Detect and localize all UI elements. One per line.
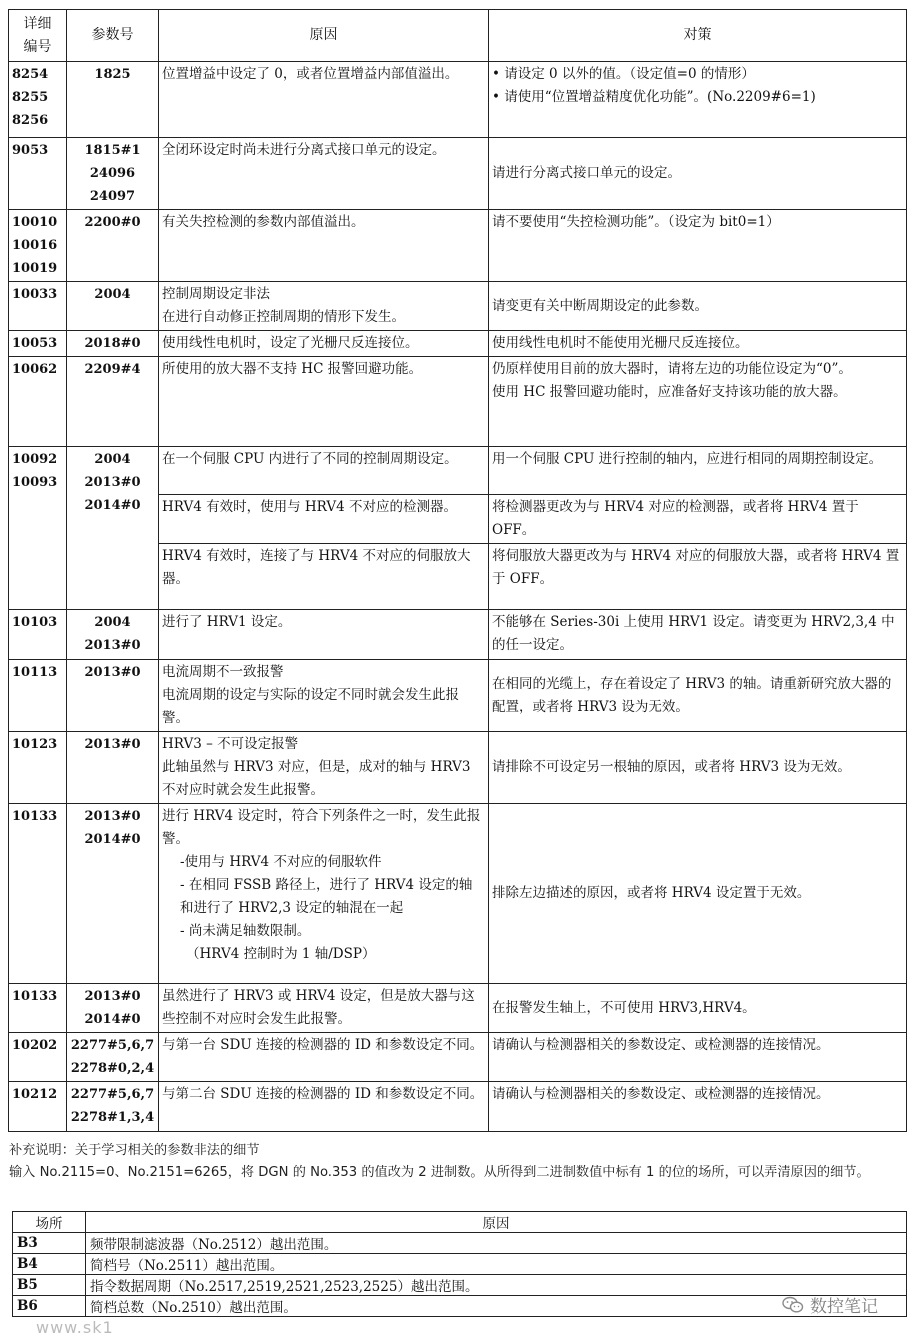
param-number-cell: [67, 804, 159, 984]
detail-code: 10010: [12, 215, 58, 230]
countermeasure-text: 用一个伺服 CPU 进行控制的轴内，应进行相同的周期控制设定。: [492, 451, 883, 467]
detail-code: 8254: [12, 67, 49, 82]
detail-code: 10053: [12, 336, 58, 351]
param-number-cell: [67, 138, 159, 210]
detail-code: 10113: [12, 665, 58, 680]
table-row: [9, 610, 907, 660]
countermeasure-cell: [489, 495, 907, 544]
reason-text: 控制周期设定非法: [162, 286, 270, 302]
reason-cell: [159, 357, 489, 447]
location-row: [13, 1233, 907, 1254]
param-number: 2013#0: [84, 638, 141, 653]
countermeasure-cell: [489, 984, 907, 1033]
detail-code-cell: [9, 1082, 67, 1132]
site-watermark: www.sk1: [36, 1318, 114, 1337]
reason-cell: [159, 544, 489, 610]
param-number: 1815#1: [84, 143, 141, 158]
param-number: 2004: [94, 452, 131, 467]
reason-cell: [159, 210, 489, 282]
reason-text: 全闭环设定时尚未进行分离式接口单元的设定。: [162, 142, 446, 158]
reason-cell: [159, 1082, 489, 1132]
countermeasure-text: 请不要使用“失控检测功能”。（设定为 bit0=1）: [492, 214, 780, 230]
param-number: 2013#0: [84, 809, 141, 824]
param-number: 2278#1,3,4: [70, 1110, 155, 1125]
reason-cell: [159, 331, 489, 357]
param-number: 2014#0: [84, 832, 141, 847]
location-code: B5: [13, 1275, 86, 1296]
param-number: 2209#4: [84, 362, 141, 377]
detail-code: 10092: [12, 452, 58, 467]
detail-code: 10062: [12, 362, 58, 377]
countermeasure-cell: [489, 610, 907, 660]
reason-text: HRV3 – 不可设定报警: [162, 736, 299, 752]
param-number-cell: [67, 447, 159, 610]
countermeasure-cell: [489, 357, 907, 447]
param-number: 2013#0: [84, 989, 141, 1004]
param-number-cell: [67, 732, 159, 804]
reason-cell: [159, 447, 489, 495]
reason-cell: [159, 984, 489, 1033]
param-number-cell: [67, 357, 159, 447]
param-number-cell: [67, 62, 159, 138]
supplement-note-body: 输入 No.2115=0、No.2151=6265，将 DGN 的 No.353 的值改为 2 进制数。从所得到二进制数值中标有 1 的位的场所，可以弄清原因的细节。: [9, 1165, 870, 1180]
location-reason: 频带限制滤波器（No.2512）越出范围。: [86, 1233, 907, 1254]
countermeasure-cell: [489, 544, 907, 610]
countermeasure-text: 在报警发生轴上，不可使用 HRV3,HRV4。: [492, 999, 756, 1016]
reason-cell: [159, 732, 489, 804]
reason-cell: [159, 660, 489, 732]
location-reason: 简档号（No.2511）越出范围。: [86, 1254, 907, 1275]
header-param-number: 参数号: [67, 10, 159, 62]
table-row: [9, 660, 907, 732]
countermeasure-cell: [489, 660, 907, 732]
reason-text: 在进行自动修正控制周期的情形下发生。: [162, 309, 405, 325]
detail-code: 10016: [12, 238, 58, 253]
reason-cell: [159, 610, 489, 660]
reason-text: HRV4 有效时，连接了与 HRV4 不对应的伺服放大器。: [162, 548, 471, 587]
reason-cell: [159, 138, 489, 210]
table-row: [9, 331, 907, 357]
location-row: [13, 1254, 907, 1275]
wechat-icon: [782, 1296, 804, 1314]
param-number-cell: [67, 660, 159, 732]
detail-code-cell: [9, 138, 67, 210]
countermeasure-text: 请进行分离式接口单元的设定。: [492, 165, 681, 181]
location-code: B4: [13, 1254, 86, 1275]
countermeasure-cell: [489, 732, 907, 804]
reason-text: 进行了 HRV1 设定。: [162, 614, 292, 630]
param-number-cell: [67, 984, 159, 1033]
detail-code: 10033: [12, 287, 58, 302]
countermeasure-text: 不能够在 Series-30i 上使用 HRV1 设定。请变更为 HRV2,3,4 中的任一设定。: [492, 614, 895, 653]
reason-text: （HRV4 控制时为 1 轴/DSP）: [186, 946, 376, 962]
reason-text: 所使用的放大器不支持 HC 报警回避功能。: [162, 361, 423, 377]
countermeasure-cell: [489, 331, 907, 357]
table-row: [9, 357, 907, 447]
watermark-text: 数控笔记: [810, 1297, 878, 1317]
reason-text: 与第一台 SDU 连接的检测器的 ID 和参数设定不同。: [162, 1037, 484, 1053]
supplement-note-title: 补充说明：关于学习相关的参数非法的细节: [9, 1143, 260, 1158]
reason-text: 进行 HRV4 设定时，符合下列条件之一时，发生此报警。: [162, 808, 481, 847]
param-number: 1825: [94, 67, 131, 82]
param-number: 2277#5,6,7: [70, 1087, 155, 1102]
param-number: 24096: [89, 166, 136, 181]
reason-cell: [159, 282, 489, 331]
countermeasure-cell: [489, 282, 907, 331]
detail-code-cell: [9, 447, 67, 610]
detail-code-cell: [9, 984, 67, 1033]
detail-code-cell: [9, 62, 67, 138]
param-number-cell: [67, 610, 159, 660]
detail-code: 10123: [12, 737, 58, 752]
header-countermeasure: 对策: [489, 10, 907, 62]
alarm-detail-table: [8, 9, 907, 1132]
countermeasure-text: 请确认与检测器相关的参数设定、或检测器的连接情况。: [492, 1086, 830, 1102]
countermeasure-text: • 请设定 0 以外的值。（设定值=0 的情形）: [492, 66, 755, 82]
detail-code-cell: [9, 660, 67, 732]
table-header-row: [9, 10, 907, 62]
param-number: 2004: [94, 287, 131, 302]
reason-text: 此轴虽然与 HRV3 对应，但是，成对的轴与 HRV3 不对应时就会发生此报警。: [162, 759, 471, 798]
param-number-cell: [67, 1033, 159, 1082]
param-number-cell: [67, 282, 159, 331]
header-location-reason: 原因: [86, 1212, 907, 1233]
param-number: 2277#5,6,7: [70, 1038, 155, 1053]
param-number: 2013#0: [84, 475, 141, 490]
detail-code: 8255: [12, 90, 49, 105]
detail-code: 10133: [12, 809, 58, 824]
reason-text: 电流周期不一致报警: [162, 664, 284, 680]
detail-code: 10202: [12, 1038, 58, 1053]
reason-text: HRV4 有效时，使用与 HRV4 不对应的检测器。: [162, 499, 457, 515]
reason-text: 位置增益中设定了 0，或者位置增益内部值溢出。: [162, 66, 459, 82]
countermeasure-text: • 请使用“位置增益精度优化功能”。(No.2209#6=1): [492, 89, 816, 105]
reason-cell: [159, 495, 489, 544]
detail-code: 8256: [12, 113, 49, 128]
detail-code: 10019: [12, 261, 58, 276]
param-number-cell: [67, 1082, 159, 1132]
countermeasure-text: 将检测器更改为与 HRV4 对应的检测器，或者将 HRV4 置于 OFF。: [492, 499, 859, 538]
param-number: 2278#0,2,4: [70, 1061, 155, 1076]
reason-cell: [159, 804, 489, 984]
param-number: 2013#0: [84, 665, 141, 680]
countermeasure-cell: [489, 210, 907, 282]
detail-code: 10093: [12, 475, 58, 490]
reason-cell: [159, 1033, 489, 1082]
table-row: [9, 1082, 907, 1132]
detail-code: 10133: [12, 989, 58, 1004]
table-row: [9, 210, 907, 282]
detail-code: 9053: [12, 143, 49, 158]
reason-cell: [159, 62, 489, 138]
param-number: 2018#0: [84, 336, 141, 351]
reason-text: 与第二台 SDU 连接的检测器的 ID 和参数设定不同。: [162, 1086, 484, 1102]
detail-code-cell: [9, 1033, 67, 1082]
detail-code-cell: [9, 331, 67, 357]
location-row: [13, 1296, 907, 1317]
detail-code-cell: [9, 282, 67, 331]
reason-text: 有关失控检测的参数内部值溢出。: [162, 214, 365, 230]
header-detail-code-line: 详细: [23, 15, 52, 32]
param-number-cell: [67, 210, 159, 282]
reason-text: 使用线性电机时，设定了光栅尺反连接位。: [162, 335, 419, 351]
table-row: [9, 282, 907, 331]
table-row: [9, 138, 907, 210]
detail-code: 10103: [12, 615, 58, 630]
param-number: 2014#0: [84, 1012, 141, 1027]
countermeasure-text: 请排除不可设定另一根轴的原因，或者将 HRV3 设为无效。: [492, 759, 851, 775]
param-number: 2200#0: [84, 215, 141, 230]
countermeasure-text: 在相同的光缆上，存在着设定了 HRV3 的轴。请重新研究放大器的配置，或者将 HRV3 设为无效。: [492, 675, 892, 715]
header-detail-code-line: 编号: [23, 38, 52, 55]
watermark: [782, 1292, 878, 1317]
header-detail-code: [9, 10, 67, 62]
reason-text: - 在相同 FSSB 路径上，进行了 HRV4 设定的轴和进行了 HRV2,3 设定的轴混在一起: [180, 877, 473, 916]
countermeasure-text: 请变更有关中断周期设定的此参数。: [492, 297, 708, 314]
header-reason: 原因: [159, 10, 489, 62]
table-row: [9, 447, 907, 495]
table-row: [9, 804, 907, 984]
location-row: [13, 1275, 907, 1296]
countermeasure-cell: [489, 447, 907, 495]
reason-text: 电流周期的设定与实际的设定不同时就会发生此报警。: [162, 687, 459, 726]
reason-text: 在一个伺服 CPU 内进行了不同的控制周期设定。: [162, 451, 458, 467]
detail-code-cell: [9, 732, 67, 804]
reason-text: -使用与 HRV4 不对应的伺服软件: [180, 854, 382, 870]
countermeasure-text: 使用 HC 报警回避功能时，应准备好支持该功能的放大器。: [492, 384, 847, 400]
countermeasure-text: 请确认与检测器相关的参数设定、或检测器的连接情况。: [492, 1037, 830, 1053]
countermeasure-cell: [489, 804, 907, 984]
detail-code-cell: [9, 210, 67, 282]
param-number: 2013#0: [84, 737, 141, 752]
param-number: 2014#0: [84, 498, 141, 513]
reason-text: 虽然进行了 HRV3 或 HRV4 设定，但是放大器与这些控制不对应时会发生此报警。: [162, 988, 475, 1027]
detail-code-cell: [9, 804, 67, 984]
reason-text: - 尚未满足轴数限制。: [180, 923, 311, 939]
countermeasure-cell: [489, 138, 907, 210]
detail-code: 10212: [12, 1087, 58, 1102]
param-number: 24097: [89, 189, 136, 204]
param-number: 2004: [94, 615, 131, 630]
countermeasure-cell: [489, 1033, 907, 1082]
param-number-cell: [67, 331, 159, 357]
countermeasure-cell: [489, 1082, 907, 1132]
countermeasure-cell: [489, 62, 907, 138]
countermeasure-text: 使用线性电机时不能使用光栅尺反连接位。: [492, 335, 749, 351]
countermeasure-text: 将伺服放大器更改为与 HRV4 对应的伺服放大器，或者将 HRV4 置于 OFF。: [492, 548, 900, 587]
header-location: 场所: [13, 1212, 86, 1233]
table-row: [9, 62, 907, 138]
countermeasure-text: 排除左边描述的原因，或者将 HRV4 设定置于无效。: [492, 885, 811, 901]
location-reason: 简档总数（No.2510）越出范围。: [86, 1296, 907, 1317]
table-row: [9, 1033, 907, 1082]
location-reason: 指令数据周期（No.2517,2519,2521,2523,2525）越出范围。: [86, 1275, 907, 1296]
table-row: [9, 984, 907, 1033]
countermeasure-text: 仍原样使用目前的放大器时，请将左边的功能位设定为“0”。: [492, 361, 852, 377]
detail-code-cell: [9, 357, 67, 447]
location-code: B6: [13, 1296, 86, 1317]
detail-code-cell: [9, 610, 67, 660]
location-reason-table: [12, 1211, 907, 1317]
location-code: B3: [13, 1233, 86, 1254]
table-row: [9, 732, 907, 804]
